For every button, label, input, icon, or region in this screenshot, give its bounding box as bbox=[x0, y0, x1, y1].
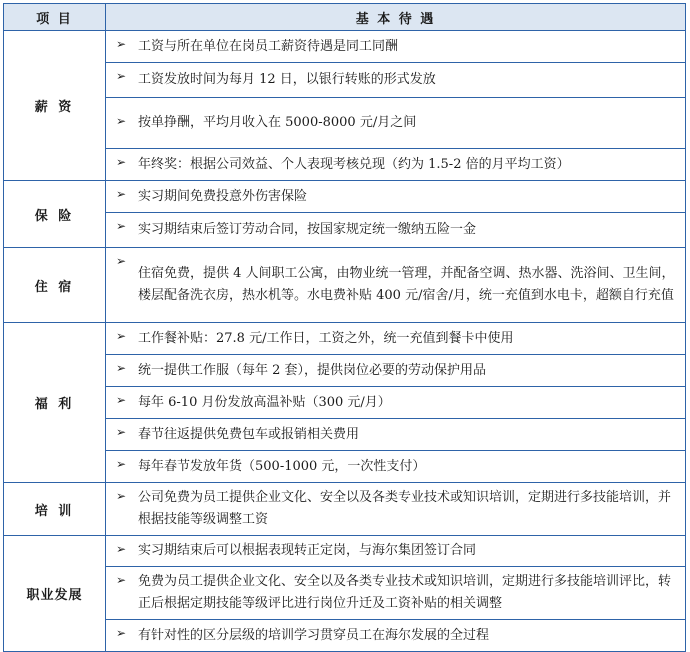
arrow-bullet-icon: ➢ bbox=[116, 37, 127, 51]
arrow-bullet-icon: ➢ bbox=[116, 254, 127, 268]
table-row bbox=[4, 98, 686, 149]
table-row bbox=[4, 323, 686, 355]
arrow-bullet-icon: ➢ bbox=[116, 361, 127, 375]
list-item: ➢ 按单挣酬，平均月收入在 5000-8000 元/月之间 bbox=[106, 98, 686, 149]
list-item: ➢ 年终奖：根据公司效益、个人表现考核兑现（约为 1.5-2 倍的月平均工资） bbox=[106, 149, 686, 181]
list-item: ➢ 工作餐补贴：27.8 元/工作日，工资之外，统一充值到餐卡中使用 bbox=[106, 323, 686, 355]
list-item: ➢ 工资发放时间为每月 12 日，以银行转账的形式发放 bbox=[106, 63, 686, 98]
header-item: 项 目 bbox=[4, 4, 106, 31]
table-row bbox=[4, 63, 686, 98]
arrow-bullet-icon: ➢ bbox=[116, 219, 127, 233]
list-item: ➢ 实习期间免费投意外伤害保险 bbox=[106, 181, 686, 213]
list-item: ➢ 有针对性的区分层级的培训学习贯穿员工在海尔发展的全过程 bbox=[106, 620, 686, 652]
list-item: ➢ 春节往返提供免费包车或报销相关费用 bbox=[106, 419, 686, 451]
list-item: ➢ 实习期结束后可以根据表现转正定岗，与海尔集团签订合同 bbox=[106, 536, 686, 567]
arrow-bullet-icon: ➢ bbox=[116, 542, 127, 556]
header-row bbox=[4, 4, 686, 31]
arrow-bullet-icon: ➢ bbox=[116, 425, 127, 439]
arrow-bullet-icon: ➢ bbox=[116, 626, 127, 640]
list-item: ➢ 每年春节发放年货（500-1000 元，一次性支付） bbox=[106, 451, 686, 483]
table-row bbox=[4, 181, 686, 213]
list-item: ➢ 住宿免费，提供 4 人间职工公寓，由物业统一管理，并配备空调、热水器、洗浴间、卫生间，楼层配备洗衣房，热水机等。水电费补贴 400 元/宿舍/月，统一充值到水电卡，超额自行充值 bbox=[106, 248, 686, 323]
arrow-bullet-icon: ➢ bbox=[116, 69, 127, 83]
table-row bbox=[4, 483, 686, 536]
table-row bbox=[4, 213, 686, 248]
category-salary: 薪 资 bbox=[4, 31, 106, 181]
table-row bbox=[4, 567, 686, 620]
arrow-bullet-icon: ➢ bbox=[116, 187, 127, 201]
header-benefits: 基 本 待 遇 bbox=[106, 4, 686, 31]
table-row bbox=[4, 355, 686, 387]
list-item: ➢ 统一提供工作服（每年 2 套），提供岗位必要的劳动保护用品 bbox=[106, 355, 686, 387]
benefits-table bbox=[3, 3, 686, 652]
arrow-bullet-icon: ➢ bbox=[116, 573, 127, 587]
list-item: ➢ 公司免费为员工提供企业文化、安全以及各类专业技术或知识培训，定期进行多技能培训，并根据技能等级调整工资 bbox=[106, 483, 686, 536]
list-item: ➢ 工资与所在单位在岗员工薪资待遇是同工同酬 bbox=[106, 31, 686, 63]
list-item: ➢ 实习期结束后签订劳动合同，按国家规定统一缴纳五险一金 bbox=[106, 213, 686, 248]
table-row bbox=[4, 536, 686, 567]
table-row bbox=[4, 31, 686, 63]
arrow-bullet-icon: ➢ bbox=[116, 114, 127, 128]
arrow-bullet-icon: ➢ bbox=[116, 393, 127, 407]
arrow-bullet-icon: ➢ bbox=[116, 489, 127, 503]
category-welfare: 福 利 bbox=[4, 323, 106, 483]
arrow-bullet-icon: ➢ bbox=[116, 457, 127, 471]
category-insurance: 保 险 bbox=[4, 181, 106, 248]
table-row bbox=[4, 149, 686, 181]
arrow-bullet-icon: ➢ bbox=[116, 155, 127, 169]
list-item: ➢ 免费为员工提供企业文化、安全以及各类专业技术或知识培训，定期进行多技能培训评比，转正后根据定期技能等级评比进行岗位升迁及工资补贴的相关调整 bbox=[106, 567, 686, 620]
table-row bbox=[4, 387, 686, 419]
category-training: 培 训 bbox=[4, 483, 106, 536]
table-row bbox=[4, 451, 686, 483]
category-housing: 住 宿 bbox=[4, 248, 106, 323]
arrow-bullet-icon: ➢ bbox=[116, 329, 127, 343]
table-row bbox=[4, 419, 686, 451]
table-row bbox=[4, 248, 686, 323]
list-item: ➢ 每年 6-10 月份发放高温补贴（300 元/月） bbox=[106, 387, 686, 419]
category-career: 职业发展 bbox=[4, 536, 106, 652]
